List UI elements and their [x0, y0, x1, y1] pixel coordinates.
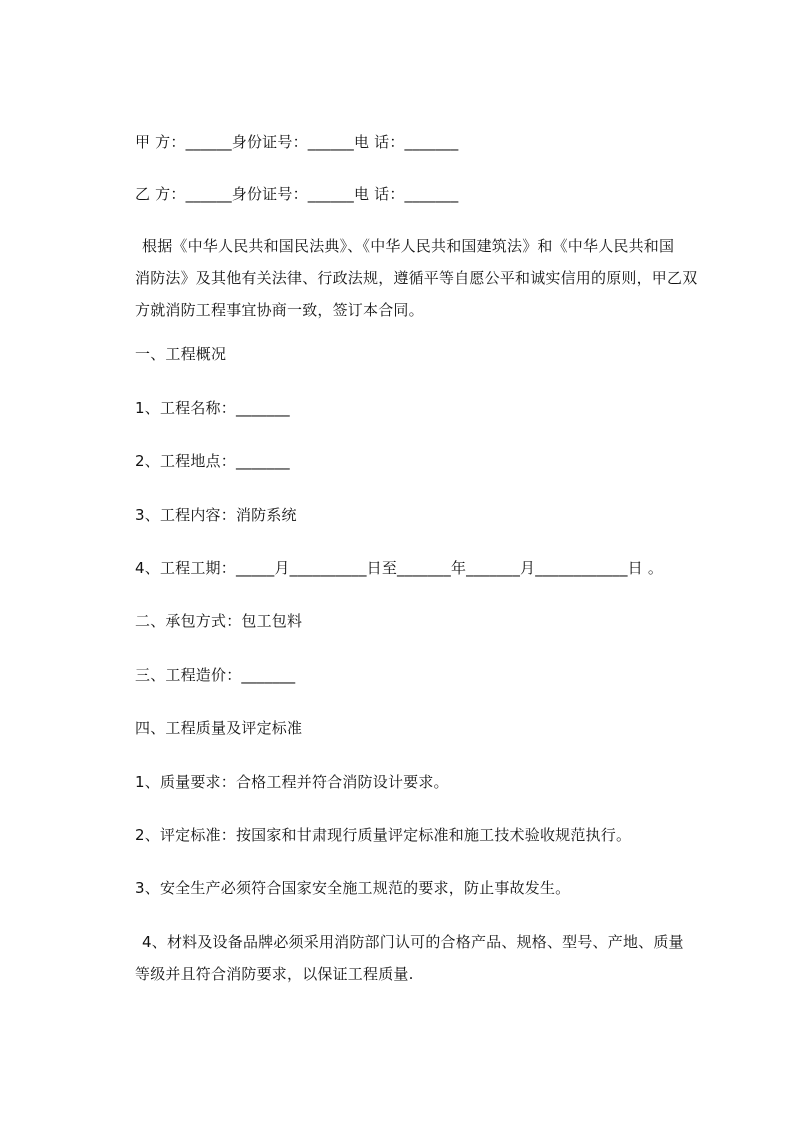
section-4-item-3: 3、安全生产必须符合国家安全施工规范的要求，防止事故发生。 [135, 879, 571, 897]
preamble-paragraph [135, 230, 698, 326]
party-a-line: 甲 方：______身份证号：______电 话：_______ [135, 133, 459, 151]
section-4-item-4-line-1: 4、材料及设备品牌必须采用消防部门认可的合格产品、规格、型号、产地、质量 [142, 933, 684, 951]
section-3-title: 三、工程造价：_______ [135, 666, 296, 684]
section-1-item-1: 1、工程名称：_______ [135, 399, 290, 417]
preamble-line-3: 方就消防工程事宜协商一致，签订本合同。 [135, 301, 424, 319]
preamble-line-2: 消防法》及其他有关法律、行政法规，遵循平等自愿公平和诚实信用的原则，甲乙双 [135, 269, 698, 287]
section-4-item-4 [135, 926, 695, 990]
section-4-item-4-line-2: 等级并且符合消防要求，以保证工程质量. [135, 965, 414, 983]
section-1-item-3: 3、工程内容：消防系统 [135, 506, 297, 524]
section-1-title: 一、工程概况 [135, 345, 227, 363]
section-4-item-1: 1、质量要求：合格工程并符合消防设计要求。 [135, 773, 449, 791]
party-b-line: 乙 方：______身份证号：______电 话：_______ [135, 185, 459, 203]
preamble-line-1: 根据《中华人民共和国民法典》、《中华人民共和国建筑法》和《中华人民共和国 [142, 237, 675, 255]
section-2-title: 二、承包方式：包工包料 [135, 612, 303, 630]
section-4-title: 四、工程质量及评定标准 [135, 719, 303, 737]
section-4-item-2: 2、评定标准：按国家和甘肃现行质量评定标准和施工技术验收规范执行。 [135, 826, 632, 844]
section-1-item-2: 2、工程地点：_______ [135, 452, 290, 470]
section-1-item-4: 4、工程工期：_____月__________日至_______年_______月____________日 。 [135, 559, 664, 577]
